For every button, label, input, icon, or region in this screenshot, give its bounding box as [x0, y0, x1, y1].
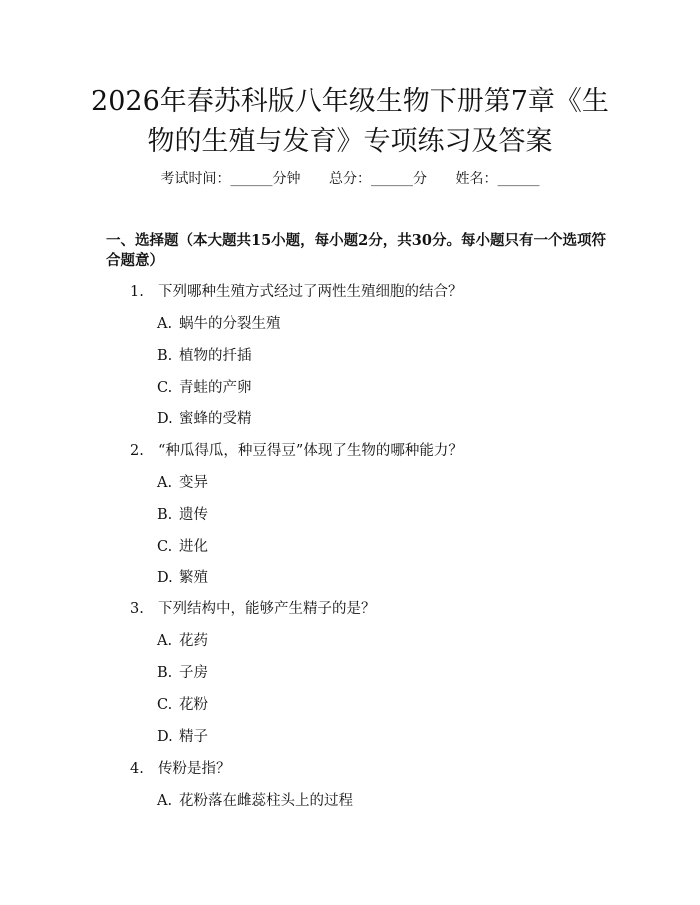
- option-3c: [157, 695, 208, 715]
- exam-time-field: 考试时间：______分钟: [160, 171, 301, 187]
- option-letter: D.: [157, 411, 173, 427]
- option-2b: [157, 505, 208, 525]
- option-3b: [157, 663, 208, 683]
- question-text: 下列哪种生殖方式经过了两性生殖细胞的结合？: [158, 284, 463, 300]
- option-text: 花药: [179, 633, 208, 649]
- option-3a: [157, 631, 208, 651]
- question-number: 2.: [130, 443, 144, 459]
- option-text: 花粉落在雌蕊柱头上的过程: [179, 793, 353, 809]
- option-text: 青蛙的产卵: [179, 380, 252, 396]
- option-text: 蜗牛的分裂生殖: [179, 316, 281, 332]
- option-text: 花粉: [179, 697, 208, 713]
- exam-info: [0, 169, 700, 189]
- option-letter: D.: [157, 570, 173, 586]
- question-text: “种瓜得瓜，种豆得豆”体现了生物的哪种能力？: [158, 443, 463, 459]
- question-text: 传粉是指？: [158, 761, 231, 777]
- question-4: [130, 759, 231, 779]
- question-number: 1.: [130, 284, 144, 300]
- option-1d: [157, 409, 252, 429]
- option-text: 进化: [179, 539, 208, 555]
- option-text: 繁殖: [179, 570, 208, 586]
- question-3: [130, 599, 376, 619]
- option-1b: [157, 346, 252, 366]
- option-letter: A.: [157, 793, 173, 809]
- option-3d: [157, 727, 208, 747]
- title-line-1: 2026年春苏科版八年级生物下册第7章《生: [91, 86, 609, 117]
- option-4a: [157, 791, 353, 811]
- option-letter: B.: [157, 507, 173, 523]
- option-text: 精子: [179, 729, 208, 745]
- option-text: 变异: [179, 475, 208, 491]
- question-number: 4.: [130, 761, 144, 777]
- option-1c: [157, 378, 252, 398]
- option-text: 蜜蜂的受精: [179, 411, 252, 427]
- option-letter: C.: [157, 697, 173, 713]
- document-title: [60, 82, 640, 162]
- section-heading: 一、选择题（本大题共15小题，每小题2分，共30分。每小题只有一个选项符合题意）: [106, 232, 606, 269]
- option-2d: [157, 568, 208, 588]
- option-letter: B.: [157, 348, 173, 364]
- option-text: 植物的扦插: [179, 348, 252, 364]
- option-letter: C.: [157, 380, 173, 396]
- option-text: 子房: [179, 665, 208, 681]
- title-line-2: 物的生殖与发育》专项练习及答案: [147, 126, 553, 157]
- option-2a: [157, 473, 208, 493]
- option-2c: [157, 537, 208, 557]
- total-score-field: 总分：______分: [329, 171, 427, 187]
- option-letter: C.: [157, 539, 173, 555]
- option-text: 遗传: [179, 507, 208, 523]
- question-number: 3.: [130, 601, 144, 617]
- option-letter: A.: [157, 633, 173, 649]
- option-letter: A.: [157, 475, 173, 491]
- question-text: 下列结构中，能够产生精子的是？: [158, 601, 376, 617]
- option-letter: B.: [157, 665, 173, 681]
- question-1: [130, 282, 463, 302]
- option-letter: D.: [157, 729, 173, 745]
- question-2: [130, 441, 463, 461]
- option-1a: [157, 314, 281, 334]
- option-letter: A.: [157, 316, 173, 332]
- student-name-field: 姓名：______: [455, 171, 540, 187]
